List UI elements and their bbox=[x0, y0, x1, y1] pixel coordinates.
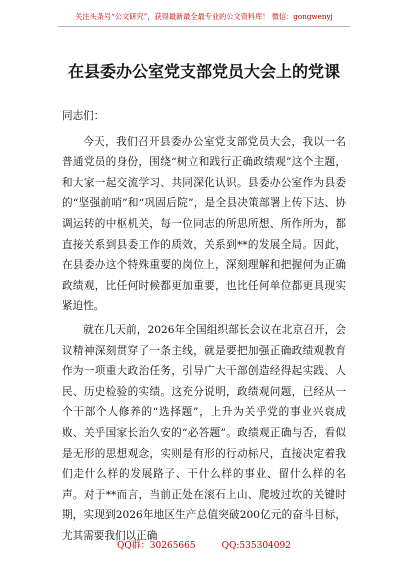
footer-qq: QQ:535304092 bbox=[221, 541, 291, 551]
page-header-notice: 关注头条号“公文研究”，获得最新最全最专业的公文资料库！ 微信：gongwenyj bbox=[75, 12, 333, 21]
page-footer bbox=[0, 540, 408, 552]
salutation: 同志们： bbox=[62, 110, 105, 122]
document-title: 在县委办公室党支部党员大会上的党课 bbox=[67, 62, 340, 81]
footer-qq-group: QQ群：30265665 bbox=[117, 541, 196, 551]
paragraph-1: 今天，我们召开县委办公室党支部党员大会，我以一名普通党员的身份，围绕“树立和践行正确政绩观”这个主题，和大家一起交流学习、共同深化认识。县委办公室作为县委的“坚强前哨”和“巩固后院”，是全县决策部署上传下达、协调运转的中枢机关，每一位同志的所思所想、所作所为，都直接关系到县委工作的质效，关系到**的发展全局。因此，在县委办这个特殊重要的岗位上，深刻理解和把握何为正确政绩观，比任何时候都更加重要，也比任何单位都更具现实紧迫性。 bbox=[62, 135, 346, 313]
header-divider bbox=[58, 26, 350, 27]
paragraph-2: 就在几天前，2026年全国组织部长会议在北京召开，会议精神深刻贯穿了一条主线，就是要把加强正确政绩观教育作为一项重大政治任务，引导广大干部创造经得起实践、人民、历史检验的实绩。这充分说明，政绩观问题，已经从一个干部个人修养的“选择题”，上升为关乎党的事业兴衰成败、关乎国家长治久安的“必答题”。政绩观正确与否，看似是无形的思想观念，实则是有形的行动标尺，直接决定着我们走什么样的发展路子、干什么样的事业、留什么样的名声。对于**而言，当前正处在滚石上山、爬坡过坎的关键时期，实现到2026年地区生产总值突破200亿元的奋斗目标，尤其需要我们以正确 bbox=[62, 323, 346, 542]
document-body bbox=[62, 106, 346, 549]
